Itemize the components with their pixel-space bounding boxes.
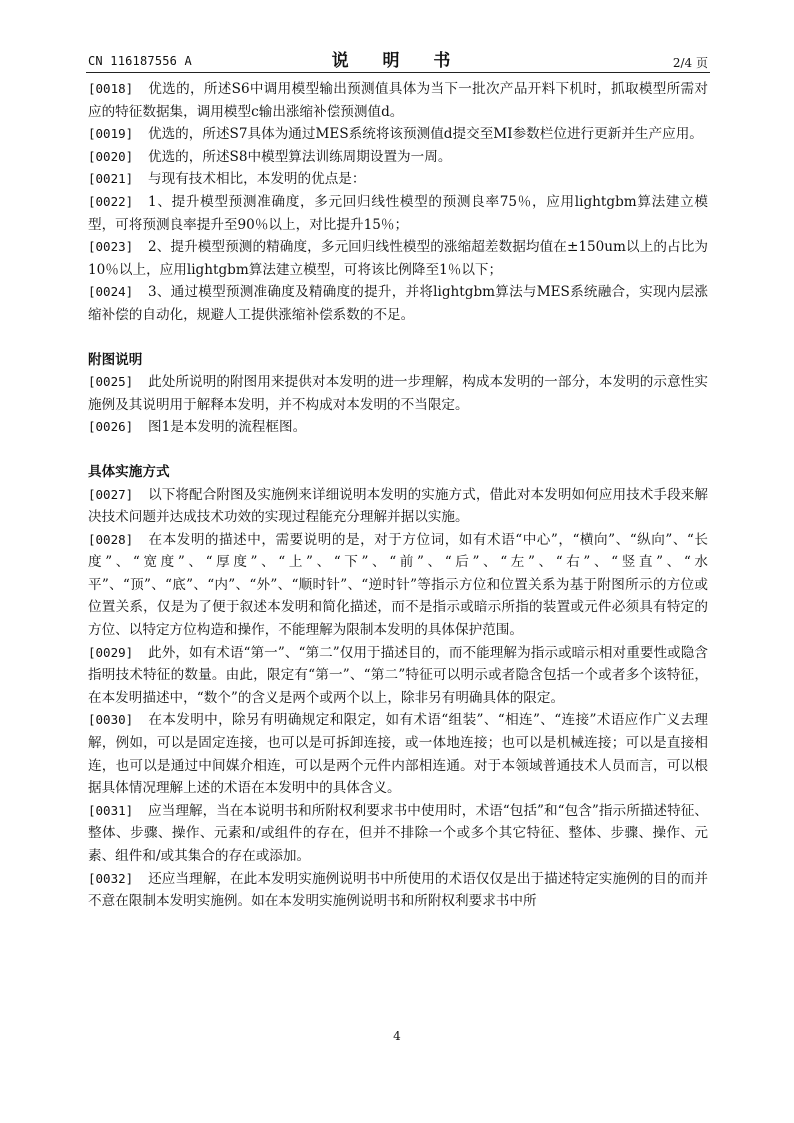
paragraph-0021: [88, 168, 708, 191]
paragraph-number: [0024]: [88, 284, 134, 300]
paragraph-0019: [88, 123, 708, 146]
header-divider: [86, 72, 710, 73]
paragraph-text: 以下将配合附图及实施例来详细说明本发明的实施方式，借此对本发明如何应用技术手段来解决技术问题并达成技术功效的实现过程能充分理解并据以实施。: [88, 486, 708, 526]
document-title: 说 明 书: [331, 51, 465, 71]
paragraph-0025: [88, 371, 708, 416]
page-number: 4: [393, 1029, 401, 1043]
paragraph-0029: [88, 642, 708, 710]
paragraph-number: [0030]: [88, 712, 134, 728]
paragraph-text: 2、提升模型预测的精确度，多元回归线性模型的涨缩超差数据均值在±150um以上的占比为10％以上，应用lightgbm算法建立模型，可将该比例降至1％以下；: [88, 239, 708, 278]
paragraph-0031: [88, 800, 708, 868]
paragraph-text: 优选的，所述S6中调用模型输出预测值具体为当下一批次产品开料下机时，抓取模型所需对应的特征数据集，调用模型c输出涨缩补偿预测值d。: [88, 81, 708, 120]
paragraph-number: [0032]: [88, 870, 134, 886]
paragraph-0032: [88, 868, 708, 913]
paragraph-text: 3、通过模型预测准确度及精确度的提升，并将lightgbm算法与MES系统融合，实现内层涨缩补偿的自动化，规避人工提供涨缩补偿系数的不足。: [88, 284, 708, 323]
document-number: CN 116187556 A: [88, 54, 192, 68]
paragraph-text: 优选的，所述S8中模型算法训练周期设置为一周。: [148, 148, 452, 165]
paragraph-text: 1、提升模型预测准确度，多元回归线性模型的预测良率75％，应用lightgbm算法建立模型，可将预测良率提升至90％以上，对比提升15％；: [88, 193, 708, 233]
paragraph-text: 优选的，所述S7具体为通过MES系统将该预测值d提交至MI参数栏位进行更新并生产应用。: [148, 126, 703, 143]
paragraph-text: 应当理解，当在本说明书和所附权利要求书中使用时，术语“包括”和“包含”指示所描述特征、整体、步骤、操作、元素和/或组件的存在，但并不排除一个或多个其它特征、整体、步骤、操作、元素、组件和/或其集合的存在或添加。: [88, 802, 708, 864]
paragraph-text: 此外，如有术语“第一”、“第二”仅用于描述目的，而不能理解为指示或暗示相对重要性或隐含指明技术特征的数量。由此，限定有“第一”、“第二”特征可以明示或者隐含包括一个或者多个该特征，在本发明描述中，“数个”的含义是两个或两个以上，除非另有明确具体的限定。: [88, 644, 708, 706]
page-indicator: 2/4 页: [672, 56, 708, 70]
paragraph-0022: [88, 191, 708, 236]
section-heading-embodiment: 具体实施方式: [88, 463, 170, 480]
paragraph-number: [0025]: [88, 374, 134, 390]
paragraph-text: 与现有技术相比，本发明的优点是：: [148, 171, 366, 188]
paragraph-0026: [88, 416, 708, 439]
paragraph-text: 在本发明中，除另有明确规定和限定，如有术语“组装”、“相连”、“连接”术语应作广义去理解，例如，可以是固定连接，也可以是可拆卸连接，或一体地连接；也可以是机械连接；可以是直接相连，也可以是通过中间媒介相连，可以是两个元件内部相连通。对于本领域普通技术人员而言，可以根据具体情况理解上述的术语在本发明中的具体含义。: [88, 712, 708, 797]
paragraph-number: [0018]: [88, 81, 134, 96]
paragraph-number: [0019]: [88, 126, 134, 142]
paragraph-0024: [88, 281, 708, 326]
paragraph-text: 还应当理解，在此本发明实施例说明书中所使用的术语仅仅是出于描述特定实施例的目的而并不意在限制本发明实施例。如在本发明实施例说明书和所附权利要求书中所: [88, 870, 708, 910]
paragraph-0030: [88, 709, 708, 799]
section-heading-figures: 附图说明: [88, 351, 143, 368]
paragraph-number: [0023]: [88, 239, 134, 255]
paragraph-0027: [88, 484, 708, 529]
paragraph-0023: [88, 236, 708, 281]
paragraph-number: [0028]: [88, 531, 134, 547]
paragraph-text: 图1是本发明的流程框图。: [148, 419, 307, 436]
paragraph-number: [0021]: [88, 171, 134, 187]
paragraph-number: [0031]: [88, 802, 134, 818]
paragraph-text: 此处所说明的附图用来提供对本发明的进一步理解，构成本发明的一部分，本发明的示意性实施例及其说明用于解释本发明，并不构成对本发明的不当限定。: [88, 374, 708, 413]
paragraph-number: [0029]: [88, 644, 134, 660]
paragraph-number: [0026]: [88, 419, 134, 435]
page-header: [88, 46, 708, 70]
paragraph-text: 在本发明的描述中，需要说明的是，对于方位词，如有术语“中心”，“横向”、“纵向”、“长度”、“宽度”、“厚度”、“上”、“下”、“前”、“后”、“左”、“右”、“竖直”、“水平”、“顶”、“底”、“内”、“外”、“顺时针”、“逆时针”等指示方位和位置关系为基于附图所示的方位或位置关系，仅是为了便于叙述本发明和简化描述，而不是指示或暗示所指的装置或元件必须具有特定的方位、以特定方位构造和操作，不能理解为限制本发明的具体保护范围。: [88, 531, 708, 639]
paragraph-number: [0022]: [88, 193, 134, 209]
paragraph-number: [0027]: [88, 486, 134, 502]
paragraph-0028: [88, 529, 708, 642]
document-body: [88, 78, 708, 913]
paragraph-0020: [88, 146, 708, 169]
paragraph-0018: [88, 78, 708, 123]
paragraph-number: [0020]: [88, 148, 134, 164]
